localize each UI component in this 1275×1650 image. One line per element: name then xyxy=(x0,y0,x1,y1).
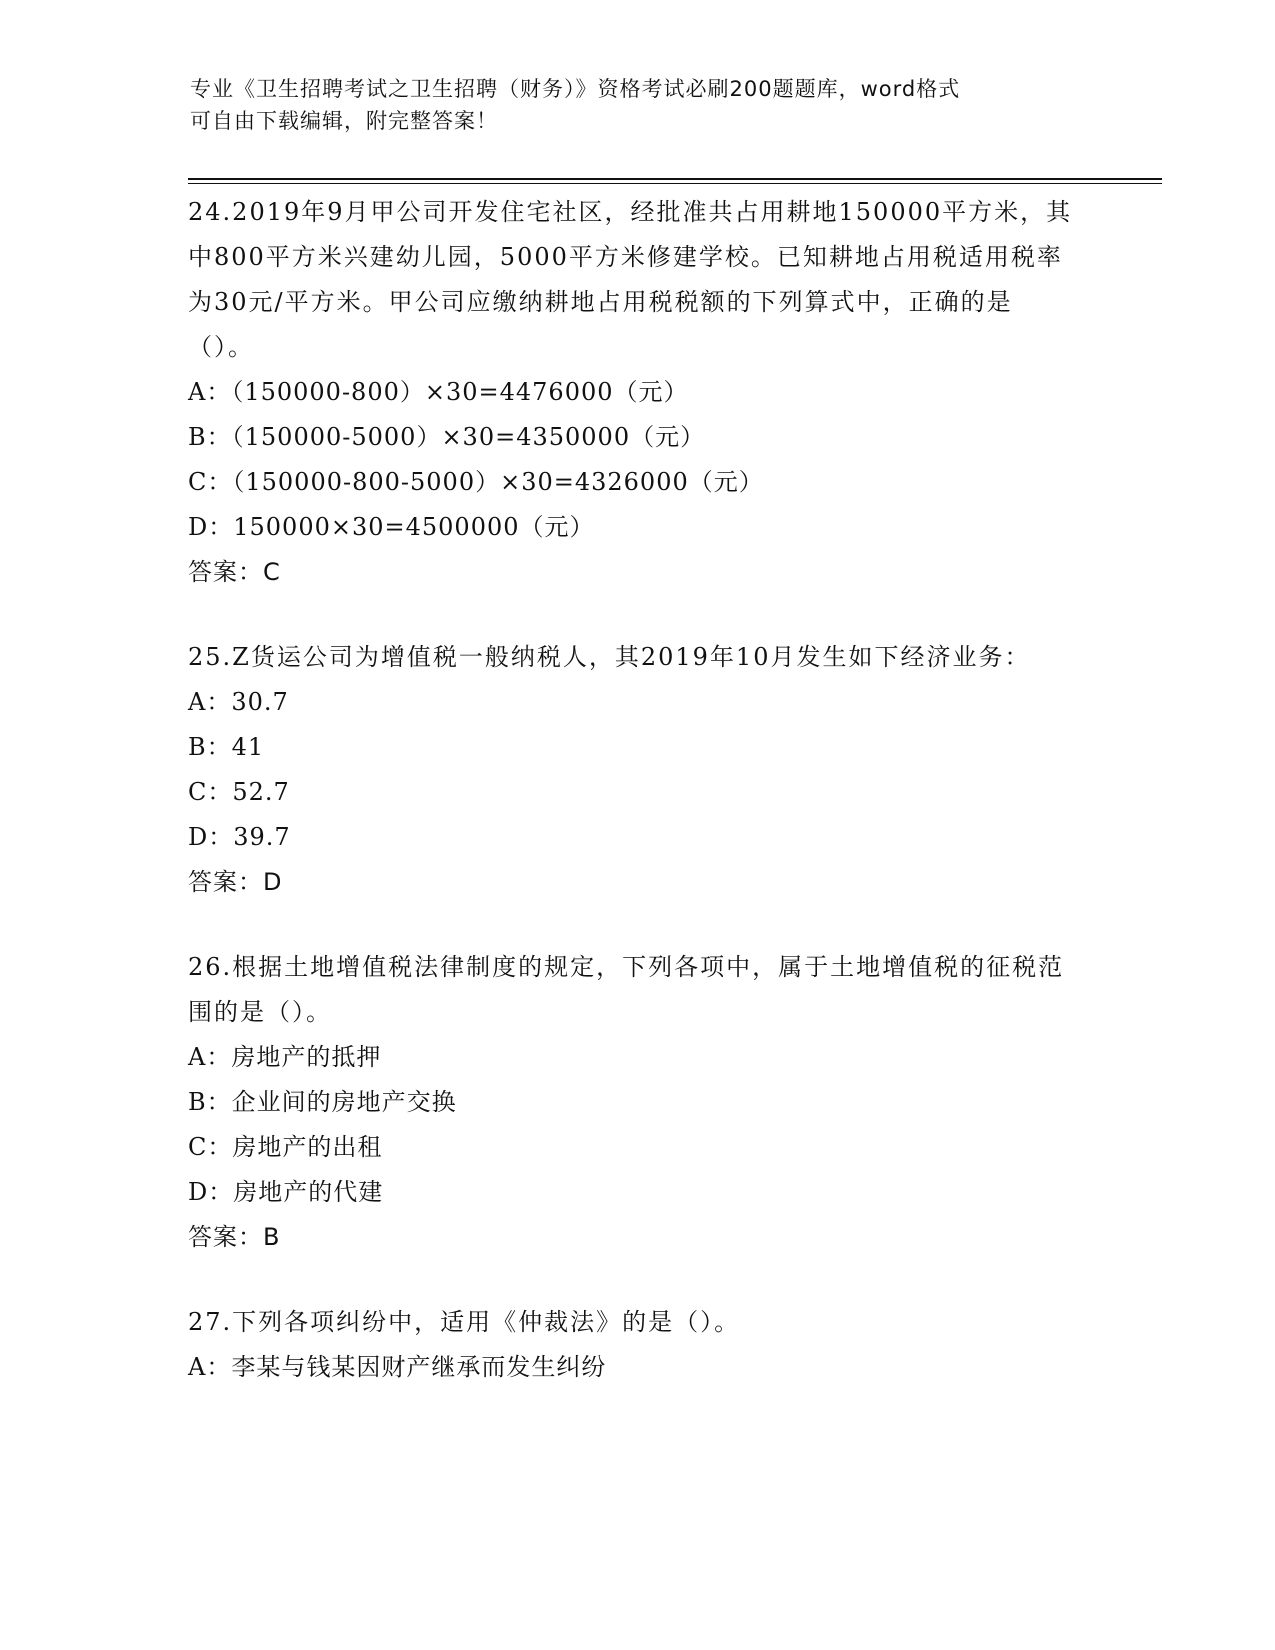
question-25 xyxy=(188,635,1078,905)
question-26 xyxy=(188,945,1078,1260)
option-d: D：39.7 xyxy=(188,823,291,851)
document-header xyxy=(190,73,1080,137)
header-divider-thick xyxy=(188,178,1162,180)
answer: 答案：B xyxy=(188,1223,281,1251)
option-d: D：150000×30=4500000（元） xyxy=(188,513,595,541)
option-b: B：企业间的房地产交换 xyxy=(188,1088,457,1116)
answer: 答案：C xyxy=(188,558,281,586)
question-text: 24.2019年9月甲公司开发住宅社区，经批准共占用耕地150000平方米，其中800平方米兴建幼儿园，5000平方米修建学校。已知耕地占用税适用税率为30元/平方米。甲公司应缴纳耕地占用税税额的下列算式中，正确的是（）。 xyxy=(188,198,1073,361)
option-a: A：李某与钱某因财产继承而发生纠纷 xyxy=(188,1353,607,1381)
question-list xyxy=(188,190,1078,1430)
question-text: 27.下列各项纠纷中，适用《仲裁法》的是（）。 xyxy=(188,1308,741,1336)
option-b: B：41 xyxy=(188,733,265,761)
option-d: D：房地产的代建 xyxy=(188,1178,384,1206)
answer: 答案：D xyxy=(188,868,283,896)
option-a: A：房地产的抵押 xyxy=(188,1043,382,1071)
option-c: C：（150000-800-5000）×30=4326000（元） xyxy=(188,468,764,496)
header-line-1: 专业《卫生招聘考试之卫生招聘（财务）》资格考试必刷200题题库，word格式 xyxy=(190,77,961,101)
question-24 xyxy=(188,190,1078,595)
option-b: B：（150000-5000）×30=4350000（元） xyxy=(188,423,706,451)
option-a: A：30.7 xyxy=(188,688,289,716)
option-c: C：房地产的出租 xyxy=(188,1133,383,1161)
question-text: 25.Z货运公司为增值税一般纳税人，其2019年10月发生如下经济业务： xyxy=(188,643,1031,671)
question-text: 26.根据土地增值税法律制度的规定，下列各项中，属于土地增值税的征税范围的是（）。 xyxy=(188,953,1065,1026)
question-27 xyxy=(188,1300,1078,1390)
header-divider-thin xyxy=(188,183,1162,184)
header-line-2: 可自由下载编辑，附完整答案！ xyxy=(190,109,498,133)
option-c: C：52.7 xyxy=(188,778,290,806)
option-a: A：（150000-800）×30=4476000（元） xyxy=(188,378,689,406)
